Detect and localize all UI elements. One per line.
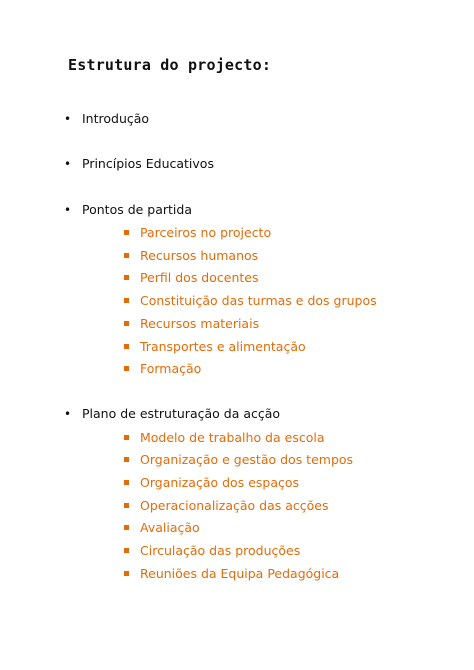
sublist-item: [124, 498, 329, 513]
bullet-icon: •: [64, 202, 72, 217]
sublist-item: [124, 520, 200, 535]
sublist-item-label: Constituição das turmas e dos grupos: [140, 293, 377, 308]
sublist-item-label: Formação: [140, 361, 202, 376]
sublist-item-label: Modelo de trabalho da escola: [140, 430, 325, 445]
sublist-item: [124, 316, 259, 331]
sublist-item: [124, 543, 300, 558]
sublist-item-label: Reuniões da Equipa Pedagógica: [140, 566, 340, 581]
sublist-item: [124, 566, 339, 581]
square-bullet-icon: [124, 321, 129, 326]
bullet-icon: •: [64, 111, 72, 126]
square-bullet-icon: [124, 253, 129, 258]
bullet-icon: •: [64, 406, 72, 421]
list-item-plano-de-estruturacao: [64, 406, 280, 421]
square-bullet-icon: [124, 480, 129, 485]
bullet-icon: •: [64, 156, 72, 171]
page-title: Estrutura do projecto:: [68, 56, 272, 74]
sublist-item-label: Avaliação: [140, 520, 200, 535]
square-bullet-icon: [124, 275, 129, 280]
list-item-label: Introdução: [82, 111, 150, 126]
list-item-pontos-de-partida: [64, 202, 192, 217]
square-bullet-icon: [124, 298, 129, 303]
list-item-introducao: [64, 111, 149, 126]
sublist-item: [124, 452, 353, 467]
sublist-item-label: Perfil dos docentes: [140, 270, 259, 285]
sublist-item-label: Parceiros no projecto: [140, 225, 272, 240]
square-bullet-icon: [124, 457, 129, 462]
list-item-label: Pontos de partida: [82, 202, 192, 217]
sublist-item-label: Recursos humanos: [140, 248, 259, 263]
sublist-item: [124, 475, 299, 490]
sublist-item: [124, 339, 306, 354]
list-item-label: Princípios Educativos: [82, 156, 214, 171]
list-item-principios: [64, 156, 214, 171]
sublist-item: [124, 270, 258, 285]
sublist-item-label: Circulação das produções: [140, 543, 301, 558]
square-bullet-icon: [124, 230, 129, 235]
square-bullet-icon: [124, 525, 129, 530]
list-item-label: Plano de estruturação da acção: [82, 406, 281, 421]
square-bullet-icon: [124, 503, 129, 508]
sublist-item: [124, 430, 325, 445]
square-bullet-icon: [124, 571, 129, 576]
sublist-item: [124, 225, 271, 240]
sublist-item-label: Organização dos espaços: [140, 475, 300, 490]
square-bullet-icon: [124, 366, 129, 371]
sublist-item-label: Operacionalização das acções: [140, 498, 329, 513]
sublist-item-label: Recursos materiais: [140, 316, 260, 331]
sublist-item-label: Organização e gestão dos tempos: [140, 452, 354, 467]
sublist-item: [124, 248, 258, 263]
square-bullet-icon: [124, 435, 129, 440]
square-bullet-icon: [124, 548, 129, 553]
square-bullet-icon: [124, 344, 129, 349]
sublist-item: [124, 293, 377, 308]
sublist-item: [124, 361, 201, 376]
sublist-item-label: Transportes e alimentação: [140, 339, 306, 354]
